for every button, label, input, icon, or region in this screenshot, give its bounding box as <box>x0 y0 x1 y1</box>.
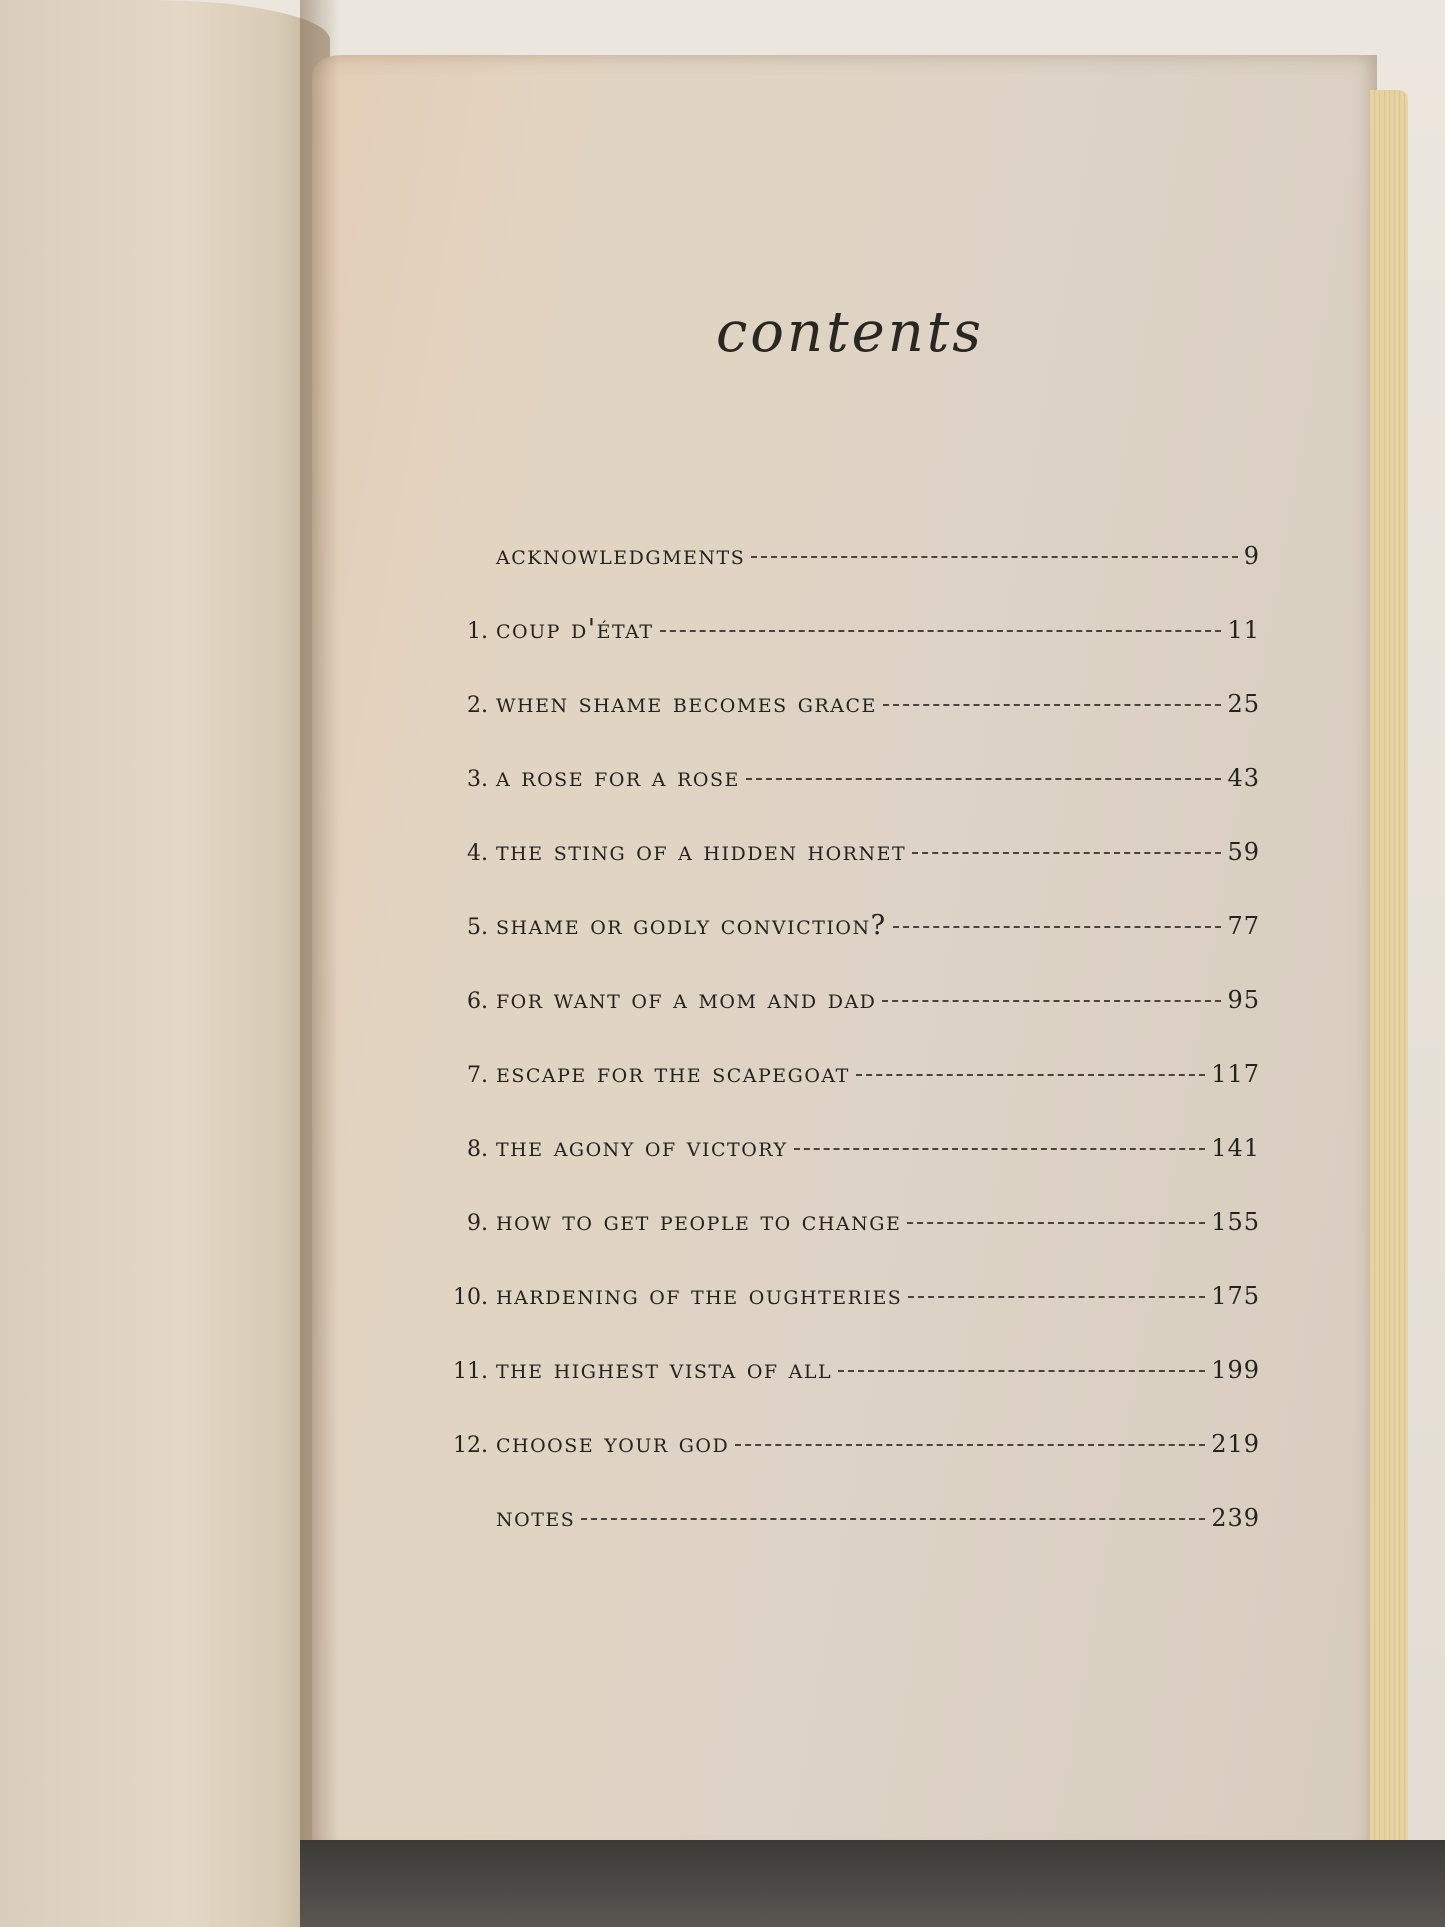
dot-leader <box>883 704 1222 706</box>
dot-leader <box>581 1518 1205 1520</box>
dot-leader <box>907 1222 1205 1224</box>
chapter-title: choose your god <box>496 1428 730 1459</box>
table-shadow <box>300 1840 1445 1927</box>
chapter-title: when shame becomes grace <box>496 688 877 719</box>
chapter-title: escape for the scapegoat <box>496 1058 850 1089</box>
toc-entry <box>440 614 1260 688</box>
chapter-number: 1. <box>467 619 488 644</box>
page-number: 117 <box>1211 1060 1260 1088</box>
page-number: 239 <box>1211 1504 1260 1532</box>
chapter-number: 4. <box>467 841 488 866</box>
chapter-title: notes <box>496 1502 576 1533</box>
dot-leader <box>912 852 1221 854</box>
toc-entry <box>440 1206 1260 1280</box>
page-number: 95 <box>1227 986 1260 1014</box>
page-number: 9 <box>1243 542 1260 570</box>
toc-entry <box>440 1132 1260 1206</box>
page-number: 43 <box>1227 764 1260 792</box>
dot-leader <box>856 1074 1205 1076</box>
toc-entry <box>440 836 1260 910</box>
chapter-title: how to get people to change <box>496 1206 902 1237</box>
chapter-number: 5. <box>467 915 488 940</box>
chapter-number: 9. <box>467 1211 488 1236</box>
page-edge <box>1370 90 1408 1850</box>
page-number: 141 <box>1211 1134 1260 1162</box>
page-number: 77 <box>1227 912 1260 940</box>
dot-leader <box>908 1296 1205 1298</box>
toc-entry <box>440 1354 1260 1428</box>
dot-leader <box>794 1148 1206 1150</box>
chapter-title: coup d'état <box>496 614 654 645</box>
toc-entry <box>440 1058 1260 1132</box>
page-number: 175 <box>1211 1282 1260 1310</box>
chapter-number: 6. <box>467 989 488 1014</box>
toc-entry <box>440 688 1260 762</box>
toc-entry <box>440 910 1260 984</box>
toc-entry <box>440 540 1260 614</box>
chapter-number: 11. <box>453 1359 488 1384</box>
page-number: 11 <box>1227 616 1260 644</box>
chapter-title: a rose for a rose <box>496 762 740 793</box>
chapter-number: 7. <box>467 1063 488 1088</box>
page-number: 59 <box>1227 838 1260 866</box>
dot-leader <box>735 1444 1205 1446</box>
dot-leader <box>893 926 1222 928</box>
toc-entry <box>440 762 1260 836</box>
toc-entry <box>440 1428 1260 1502</box>
chapter-number: 3. <box>467 767 488 792</box>
chapter-number: 8. <box>467 1137 488 1162</box>
book-gutter <box>300 0 340 1927</box>
page-number: 155 <box>1211 1208 1260 1236</box>
chapter-title: for want of a mom and dad <box>496 984 877 1015</box>
toc-entry <box>440 1502 1260 1576</box>
chapter-title: the sting of a hidden hornet <box>496 836 907 867</box>
dot-leader <box>660 630 1222 632</box>
contents-title: contents <box>715 300 985 365</box>
page-number: 219 <box>1211 1430 1260 1458</box>
chapter-number: 12. <box>453 1433 488 1458</box>
chapter-title: hardening of the oughteries <box>496 1280 903 1311</box>
toc-entry <box>440 1280 1260 1354</box>
page-number: 25 <box>1227 690 1260 718</box>
left-page <box>0 0 330 1927</box>
page-number: 199 <box>1211 1356 1260 1384</box>
chapter-number: 10. <box>453 1285 488 1310</box>
chapter-title: acknowledgments <box>496 540 746 571</box>
table-of-contents <box>440 540 1260 1576</box>
dot-leader <box>751 556 1237 558</box>
chapter-number: 2. <box>467 693 488 718</box>
chapter-title: shame or godly conviction? <box>496 910 887 941</box>
chapter-title: the agony of victory <box>496 1132 788 1163</box>
dot-leader <box>882 1000 1221 1002</box>
dot-leader <box>746 778 1222 780</box>
dot-leader <box>838 1370 1205 1372</box>
chapter-title: the highest vista of all <box>496 1354 833 1385</box>
toc-entry <box>440 984 1260 1058</box>
